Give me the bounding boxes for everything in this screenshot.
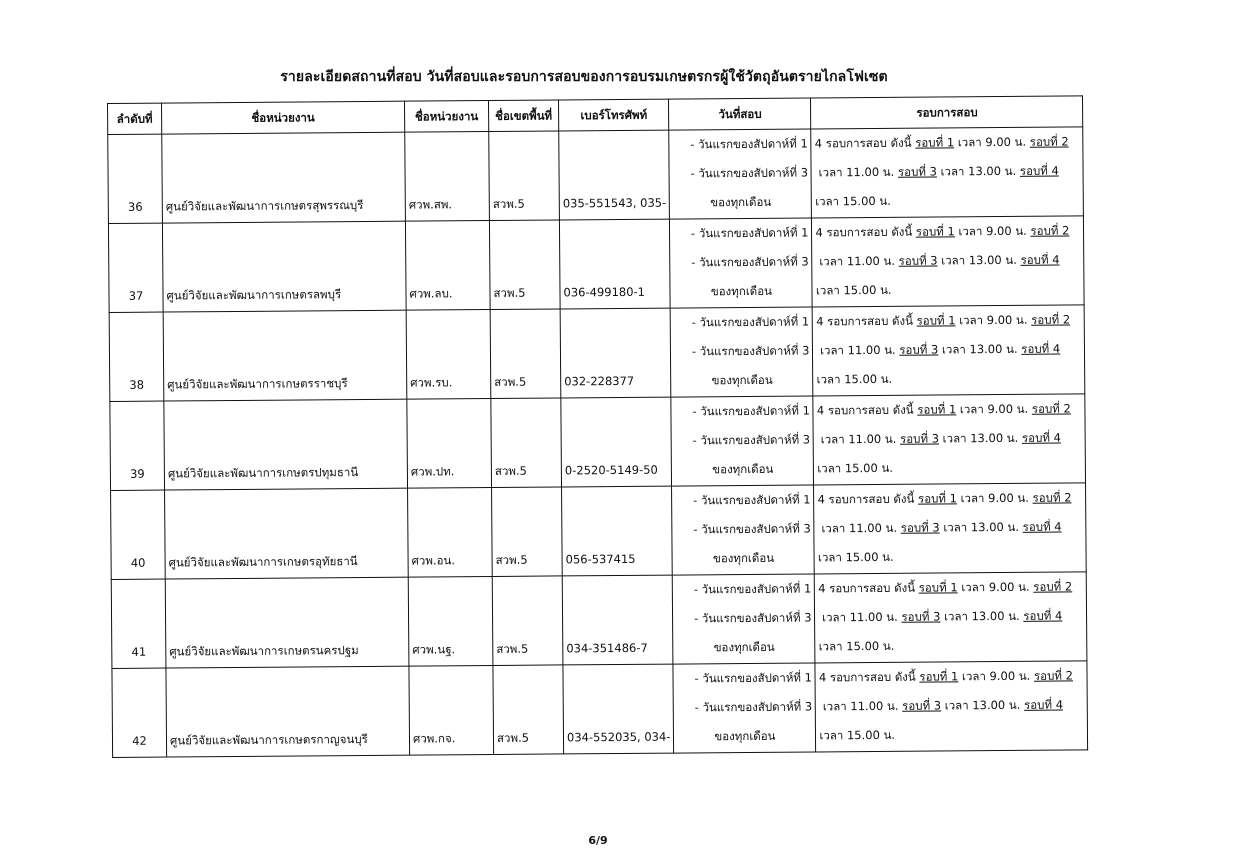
round-2-label: รอบที่ 2 xyxy=(1031,401,1071,416)
unit-abbr: ศวพ.อน. xyxy=(408,487,493,577)
exam-day-line-3: ของทุกเดือน xyxy=(711,372,773,388)
zone-name: สวพ.5 xyxy=(490,309,561,399)
table-row xyxy=(108,127,1084,224)
round-3-label: รอบที่ 3 xyxy=(901,609,941,624)
header-unit-name: ชื่อหน่วยงาน xyxy=(162,101,405,134)
round-2-label: รอบที่ 2 xyxy=(1029,134,1069,149)
exam-rounds-line-2 xyxy=(818,601,1083,632)
header-exam-date: วันที่สอบ xyxy=(669,98,811,130)
exam-rounds-cell xyxy=(813,305,1086,396)
exam-date-cell xyxy=(673,574,816,664)
round-4-time: เวลา 15.00 น. xyxy=(815,193,891,209)
exam-day-line-3: ของทุกเดือน xyxy=(710,283,773,299)
round-1-label: รอบที่ 1 xyxy=(917,402,957,417)
round-4-time: เวลา 15.00 น. xyxy=(819,727,896,743)
round-2-time: เวลา 11.00 น. xyxy=(819,342,900,358)
round-3-time: เวลา 13.00 น. xyxy=(938,430,1023,446)
phone-number: 0-2520-5149-50 xyxy=(561,397,672,487)
table-row xyxy=(108,216,1084,313)
round-3-time: เวลา 13.00 น. xyxy=(941,697,1025,713)
round-3-time: เวลา 13.00 น. xyxy=(936,163,1020,179)
exam-date-cell xyxy=(670,218,813,308)
exam-rounds-line-1 xyxy=(815,127,1080,158)
exam-rounds-line-2 xyxy=(816,334,1081,365)
unit-abbr: ศวพ.นฐ. xyxy=(408,576,493,666)
round-2-time: เวลา 11.00 น. xyxy=(822,698,903,714)
phone-number: 032-228377 xyxy=(560,308,671,398)
unit-name: ศูนย์วิจัยและพัฒนาการเกษตรราชบุรี xyxy=(163,310,407,401)
exam-rounds-line-2 xyxy=(819,690,1084,721)
exam-rounds-line-1 xyxy=(817,483,1082,514)
exam-day-line-2: - วันแรกของสัปดาห์ที่ 3 xyxy=(692,432,811,448)
exam-day-line-1: - วันแรกของสัปดาห์ที่ 1 xyxy=(691,314,810,330)
round-4-label: รอบที่ 4 xyxy=(1021,430,1061,445)
exam-rounds-line-3 xyxy=(819,719,1084,750)
exam-rounds-line-1 xyxy=(818,572,1083,603)
exam-rounds-line-3 xyxy=(817,452,1082,483)
round-2-label: รอบที่ 2 xyxy=(1033,579,1073,594)
unit-name: ศูนย์วิจัยและพัฒนาการเกษตรลพบุรี xyxy=(162,221,406,312)
row-number: 39 xyxy=(110,401,165,490)
phone-number: 036-499180-1 xyxy=(559,219,670,309)
exam-day-line-3: ของทุกเดือน xyxy=(712,550,775,566)
page-title: รายละเอียดสถานที่สอบ วันที่สอบและรอบการสอบของการอบรมเกษตรกรผู้ใช้วัตถุอันตรายไกลโฟเซต xyxy=(280,69,888,85)
round-4-time: เวลา 15.00 น. xyxy=(817,549,894,565)
round-3-time: เวลา 13.00 น. xyxy=(938,341,1022,357)
round-1-label: รอบที่ 1 xyxy=(916,313,956,328)
phone-number: 034-552035, 034- xyxy=(563,664,674,754)
unit-abbr: ศวพ.ปท. xyxy=(407,398,492,488)
exam-day-line-1: - วันแรกของสัปดาห์ที่ 1 xyxy=(690,136,808,152)
exam-rounds-cell xyxy=(813,394,1086,485)
exam-date-cell xyxy=(672,485,815,575)
exam-rounds-cell xyxy=(811,127,1084,218)
round-3-time: เวลา 13.00 น. xyxy=(939,519,1023,535)
header-zone: ชื่อเขตพื้นที่ xyxy=(488,100,558,132)
phone-number: 034-351486-7 xyxy=(562,575,673,665)
exam-day-line-2: - วันแรกของสัปดาห์ที่ 3 xyxy=(694,699,813,715)
exam-rounds-line-3 xyxy=(818,541,1083,572)
exam-day-line-3: ของทุกเดือน xyxy=(713,639,775,655)
round-3-time: เวลา 13.00 น. xyxy=(940,608,1024,624)
exam-day-line-1: - วันแรกของสัปดาห์ที่ 1 xyxy=(693,492,811,508)
round-2-time: เวลา 11.00 น. xyxy=(822,609,902,625)
phone-number: 056-537415 xyxy=(562,486,673,576)
exam-rounds-line-3 xyxy=(816,274,1081,305)
round-4-label: รอบที่ 4 xyxy=(1020,252,1060,267)
exam-date-cell xyxy=(673,663,816,753)
zone-name: สวพ.5 xyxy=(492,576,563,666)
round-1-label: รอบที่ 1 xyxy=(919,669,959,684)
unit-abbr: ศวพ.สพ. xyxy=(405,132,490,222)
exam-day-line-3: ของทุกเดือน xyxy=(712,461,774,477)
round-1-time: เวลา 9.00 น. xyxy=(956,490,1033,506)
round-4-label: รอบที่ 4 xyxy=(1023,697,1064,712)
exam-day-line-2: - วันแรกของสัปดาห์ที่ 3 xyxy=(693,521,811,537)
exam-rounds-line-3 xyxy=(817,363,1082,394)
rounds-intro: 4 รอบการสอบ ดังนี้ xyxy=(815,224,916,240)
row-number: 40 xyxy=(111,490,166,579)
exam-rounds-line-2 xyxy=(817,423,1082,454)
header-no: ลำดับที่ xyxy=(108,103,162,134)
round-3-time: เวลา 13.00 น. xyxy=(937,252,1021,268)
exam-rounds-line-3 xyxy=(819,630,1084,661)
row-number: 37 xyxy=(108,223,163,312)
row-number: 41 xyxy=(111,579,166,668)
exam-rounds-cell xyxy=(812,216,1085,307)
round-1-time: เวลา 9.00 น. xyxy=(955,312,1032,328)
table-row xyxy=(111,572,1087,669)
round-2-label: รอบที่ 2 xyxy=(1030,223,1070,238)
exam-rounds-line-1 xyxy=(815,216,1080,247)
round-4-label: รอบที่ 4 xyxy=(1019,163,1059,178)
exam-day-line-1: - วันแรกของสัปดาห์ที่ 1 xyxy=(692,403,810,419)
unit-abbr: ศวพ.รบ. xyxy=(406,309,491,399)
exam-rounds-line-1 xyxy=(817,394,1082,425)
table-row xyxy=(112,661,1088,758)
round-2-time: เวลา 11.00 น. xyxy=(820,431,901,447)
round-3-label: รอบที่ 3 xyxy=(902,698,942,713)
exam-day-line-2: - วันแรกของสัปดาห์ที่ 3 xyxy=(691,254,809,270)
round-4-time: เวลา 15.00 น. xyxy=(818,638,895,654)
exam-day-line-3: ของทุกเดือน xyxy=(710,194,772,210)
rounds-intro: 4 รอบการสอบ ดังนี้ xyxy=(818,669,920,685)
round-1-time: เวลา 9.00 น. xyxy=(954,134,1030,150)
exam-rounds-cell xyxy=(814,483,1087,574)
round-4-label: รอบที่ 4 xyxy=(1022,519,1062,534)
unit-name: ศูนย์วิจัยและพัฒนาการเกษตรสุพรรณบุรี xyxy=(162,132,406,223)
exam-day-line-1: - วันแรกของสัปดาห์ที่ 1 xyxy=(694,670,813,686)
round-2-time: เวลา 11.00 น. xyxy=(818,164,899,180)
table-row xyxy=(110,394,1086,491)
exam-rounds-line-2 xyxy=(818,512,1083,543)
round-2-label: รอบที่ 2 xyxy=(1033,668,1073,683)
exam-day-line-3: ของทุกเดือน xyxy=(714,728,776,744)
rounds-intro: 4 รอบการสอบ ดังนี้ xyxy=(814,135,916,151)
round-1-label: รอบที่ 1 xyxy=(915,135,955,150)
exam-day-line-2: - วันแรกของสัปดาห์ที่ 3 xyxy=(690,165,809,181)
round-2-label: รอบที่ 2 xyxy=(1032,490,1072,505)
rounds-intro: 4 รอบการสอบ ดังนี้ xyxy=(817,491,919,507)
phone-number: 035-551543, 035- xyxy=(559,130,670,220)
round-2-time: เวลา 11.00 น. xyxy=(819,253,899,269)
unit-name: ศูนย์วิจัยและพัฒนาการเกษตรปทุมธานี xyxy=(164,399,408,490)
exam-rounds-line-1 xyxy=(819,661,1084,692)
exam-date-cell xyxy=(671,307,814,397)
round-2-time: เวลา 11.00 น. xyxy=(821,520,901,536)
row-number: 42 xyxy=(112,668,167,757)
exam-day-line-2: - วันแรกของสัปดาห์ที่ 3 xyxy=(693,610,812,626)
table-row xyxy=(109,305,1085,402)
zone-name: สวพ.5 xyxy=(489,220,560,310)
exam-rounds-cell xyxy=(815,572,1088,663)
round-1-time: เวลา 9.00 น. xyxy=(958,668,1035,684)
round-4-label: รอบที่ 4 xyxy=(1021,341,1061,356)
exam-day-line-1: - วันแรกของสัปดาห์ที่ 1 xyxy=(690,225,809,241)
round-3-label: รอบที่ 3 xyxy=(898,253,938,268)
header-phone: เบอร์โทรศัพท์ xyxy=(558,99,669,131)
table-row xyxy=(111,483,1087,580)
exam-rounds-line-1 xyxy=(816,305,1081,336)
exam-date-cell xyxy=(669,129,812,219)
round-4-label: รอบที่ 4 xyxy=(1023,608,1063,623)
zone-name: สวพ.5 xyxy=(493,665,564,755)
table-body xyxy=(108,127,1088,758)
rounds-intro: 4 รอบการสอบ ดังนี้ xyxy=(818,580,919,596)
row-number: 36 xyxy=(108,134,163,223)
exam-rounds-line-2 xyxy=(815,156,1080,187)
exam-day-line-2: - วันแรกของสัปดาห์ที่ 3 xyxy=(691,343,810,359)
round-1-time: เวลา 9.00 น. xyxy=(956,401,1032,417)
unit-name: ศูนย์วิจัยและพัฒนาการเกษตรอุทัยธานี xyxy=(165,488,409,579)
zone-name: สวพ.5 xyxy=(492,487,563,577)
row-number: 38 xyxy=(109,312,164,401)
round-4-time: เวลา 15.00 น. xyxy=(817,460,894,476)
round-1-time: เวลา 9.00 น. xyxy=(954,223,1031,239)
zone-name: สวพ.5 xyxy=(489,131,560,221)
unit-abbr: ศวพ.กจ. xyxy=(409,665,494,755)
zone-name: สวพ.5 xyxy=(491,398,562,488)
round-3-label: รอบที่ 3 xyxy=(897,164,937,179)
exam-rounds-cell xyxy=(815,661,1088,752)
rounds-intro: 4 รอบการสอบ ดังนี้ xyxy=(816,313,917,329)
exam-date-cell xyxy=(671,396,814,486)
header-exam-rounds: รอบการสอบ xyxy=(811,96,1083,129)
unit-name: ศูนย์วิจัยและพัฒนาการเกษตรนครปฐม xyxy=(165,577,409,668)
round-1-label: รอบที่ 1 xyxy=(915,224,955,239)
round-4-time: เวลา 15.00 น. xyxy=(815,282,892,298)
round-3-label: รอบที่ 3 xyxy=(899,342,939,357)
round-1-label: รอบที่ 1 xyxy=(917,491,957,506)
round-1-time: เวลา 9.00 น. xyxy=(957,579,1034,595)
exam-day-line-1: - วันแรกของสัปดาห์ที่ 1 xyxy=(693,581,812,597)
round-3-label: รอบที่ 3 xyxy=(899,431,940,446)
round-3-label: รอบที่ 3 xyxy=(900,520,940,535)
rounds-intro: 4 รอบการสอบ ดังนี้ xyxy=(816,402,918,418)
exam-rounds-line-2 xyxy=(816,245,1081,276)
round-1-label: รอบที่ 1 xyxy=(918,580,958,595)
exam-schedule-table xyxy=(107,95,1089,758)
header-unit-abbr: ชื่อหน่วยงาน xyxy=(404,101,488,133)
page-number: 6/9 xyxy=(588,834,608,847)
unit-abbr: ศวพ.ลบ. xyxy=(405,221,490,311)
unit-name: ศูนย์วิจัยและพัฒนาการเกษตรกาญจนบุรี xyxy=(166,666,410,757)
round-4-time: เวลา 15.00 น. xyxy=(816,371,893,387)
exam-rounds-line-3 xyxy=(815,185,1080,216)
round-2-label: รอบที่ 2 xyxy=(1031,312,1071,327)
